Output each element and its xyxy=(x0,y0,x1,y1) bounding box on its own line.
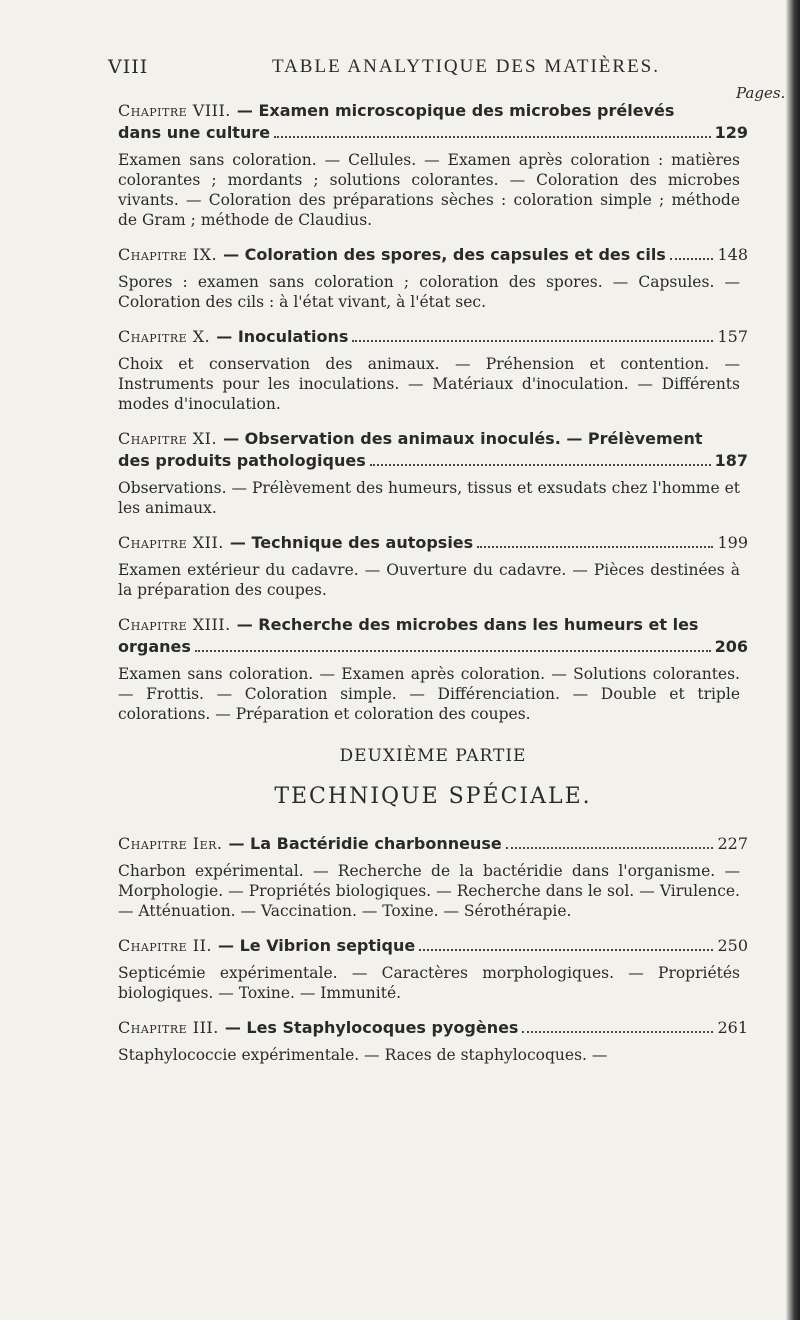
pages-column-label: Pages. xyxy=(736,84,786,102)
chapter-description: Spores : examen sans coloration ; coloration des spores. — Capsules. — Coloration des cils : à l'état vivant, à l'état sec. xyxy=(118,273,740,311)
toc-entry xyxy=(118,935,748,1003)
dot-leader xyxy=(274,136,711,138)
toc-entry xyxy=(118,614,748,724)
toc-content xyxy=(118,100,748,1079)
chapter-label: Chapitre X. xyxy=(118,327,211,346)
chapter-title: — La Bactéridie charbonneuse xyxy=(228,834,502,853)
chapter-label: Chapitre Ier. xyxy=(118,834,223,853)
toc-entry xyxy=(118,100,748,230)
chapter-page-ref: 199 xyxy=(717,533,748,552)
chapter-label: Chapitre VIII. xyxy=(118,101,231,120)
chapter-title: — Examen microscopique des microbes prélevés xyxy=(236,101,675,120)
toc-entry xyxy=(118,326,748,414)
chapter-label: Chapitre II. xyxy=(118,936,212,955)
toc-entry xyxy=(118,833,748,921)
page-header xyxy=(108,56,760,86)
chapter-description: Observations. — Prélèvement des humeurs, tissus et exsudats chez l'homme et les animaux. xyxy=(118,479,740,517)
dot-leader xyxy=(670,258,714,260)
chapter-page-ref: 187 xyxy=(714,451,748,470)
chapter-description: Examen extérieur du cadavre. — Ouverture du cadavre. — Pièces destinées à la préparation des coupes. xyxy=(118,561,740,599)
chapter-page-ref: 261 xyxy=(717,1018,748,1037)
chapter-title: — Les Staphylocoques pyogènes xyxy=(224,1018,519,1037)
dot-leader xyxy=(419,949,713,951)
chapter-title: — Inoculations xyxy=(216,327,349,346)
dot-leader xyxy=(195,650,711,652)
dot-leader xyxy=(522,1031,713,1033)
chapter-description: Septicémie expérimentale. — Caractères morphologiques. — Propriétés biologiques. — Toxine. — Immunité. xyxy=(118,964,740,1002)
chapter-description: Examen sans coloration. — Cellules. — Examen après coloration : matières colorantes ; mordants ; solutions colorantes. — Coloration des microbes vivants. — Coloration des préparations sèches : coloration simple ; méthode de Gram ; méthode de Claudius. xyxy=(118,151,740,229)
dot-leader xyxy=(506,847,714,849)
chapter-description: Choix et conservation des animaux. — Préhension et contention. — Instruments pour les inoculations. — Matériaux d'inoculation. — Différents modes d'inoculation. xyxy=(118,355,740,413)
chapter-label: Chapitre XI. xyxy=(118,429,218,448)
chapter-label: Chapitre XIII. xyxy=(118,615,231,634)
part-heading: DEUXIÈME PARTIE xyxy=(339,746,527,766)
page-edge xyxy=(786,0,800,1320)
chapter-description: Charbon expérimental. — Recherche de la bactéridie dans l'organisme. — Morphologie. — Propriétés biologiques. — Recherche dans le sol. — Virulence. — Atténuation. — Vaccination. — Toxine. — Sérothérapie. xyxy=(118,862,740,920)
chapter-label: Chapitre IX. xyxy=(118,245,218,264)
toc-entry xyxy=(118,1017,748,1065)
chapter-description: Staphylococcie expérimentale. — Races de staphylocoques. — xyxy=(118,1046,608,1064)
part-title: TECHNIQUE SPÉCIALE. xyxy=(274,784,592,809)
dot-leader xyxy=(477,546,713,548)
chapter-page-ref: 250 xyxy=(717,936,748,955)
chapter-title: — Observation des animaux inoculés. — Prélèvement xyxy=(223,429,703,448)
chapter-title: — Le Vibrion septique xyxy=(218,936,416,955)
chapter-title: — Technique des autopsies xyxy=(229,533,474,552)
running-title: TABLE ANALYTIQUE DES MATIÈRES. xyxy=(272,56,661,77)
chapter-label: Chapitre III. xyxy=(118,1018,219,1037)
chapter-page-ref: 129 xyxy=(714,123,748,142)
toc-entry xyxy=(118,244,748,312)
chapter-page-ref: 206 xyxy=(714,637,748,656)
toc-entry xyxy=(118,532,748,600)
chapter-page-ref: 227 xyxy=(717,834,748,853)
chapter-page-ref: 157 xyxy=(717,327,748,346)
chapter-title-continued: des produits pathologiques xyxy=(118,451,366,470)
page-number: VIII xyxy=(108,56,149,78)
chapter-title: — Coloration des spores, des capsules et des cils xyxy=(223,245,666,264)
toc-entry xyxy=(118,428,748,518)
chapter-title-continued: dans une culture xyxy=(118,123,271,142)
chapter-title-continued: organes xyxy=(118,637,191,656)
dot-leader xyxy=(370,464,711,466)
chapter-description: Examen sans coloration. — Examen après coloration. — Solutions colorantes. — Frottis. — Coloration simple. — Différenciation. — Double et triple colorations. — Préparation et coloration des coupes. xyxy=(118,665,740,723)
chapter-page-ref: 148 xyxy=(717,245,748,264)
dot-leader xyxy=(352,340,713,342)
chapter-title: — Recherche des microbes dans les humeurs et les xyxy=(236,615,699,634)
chapter-label: Chapitre XII. xyxy=(118,533,224,552)
